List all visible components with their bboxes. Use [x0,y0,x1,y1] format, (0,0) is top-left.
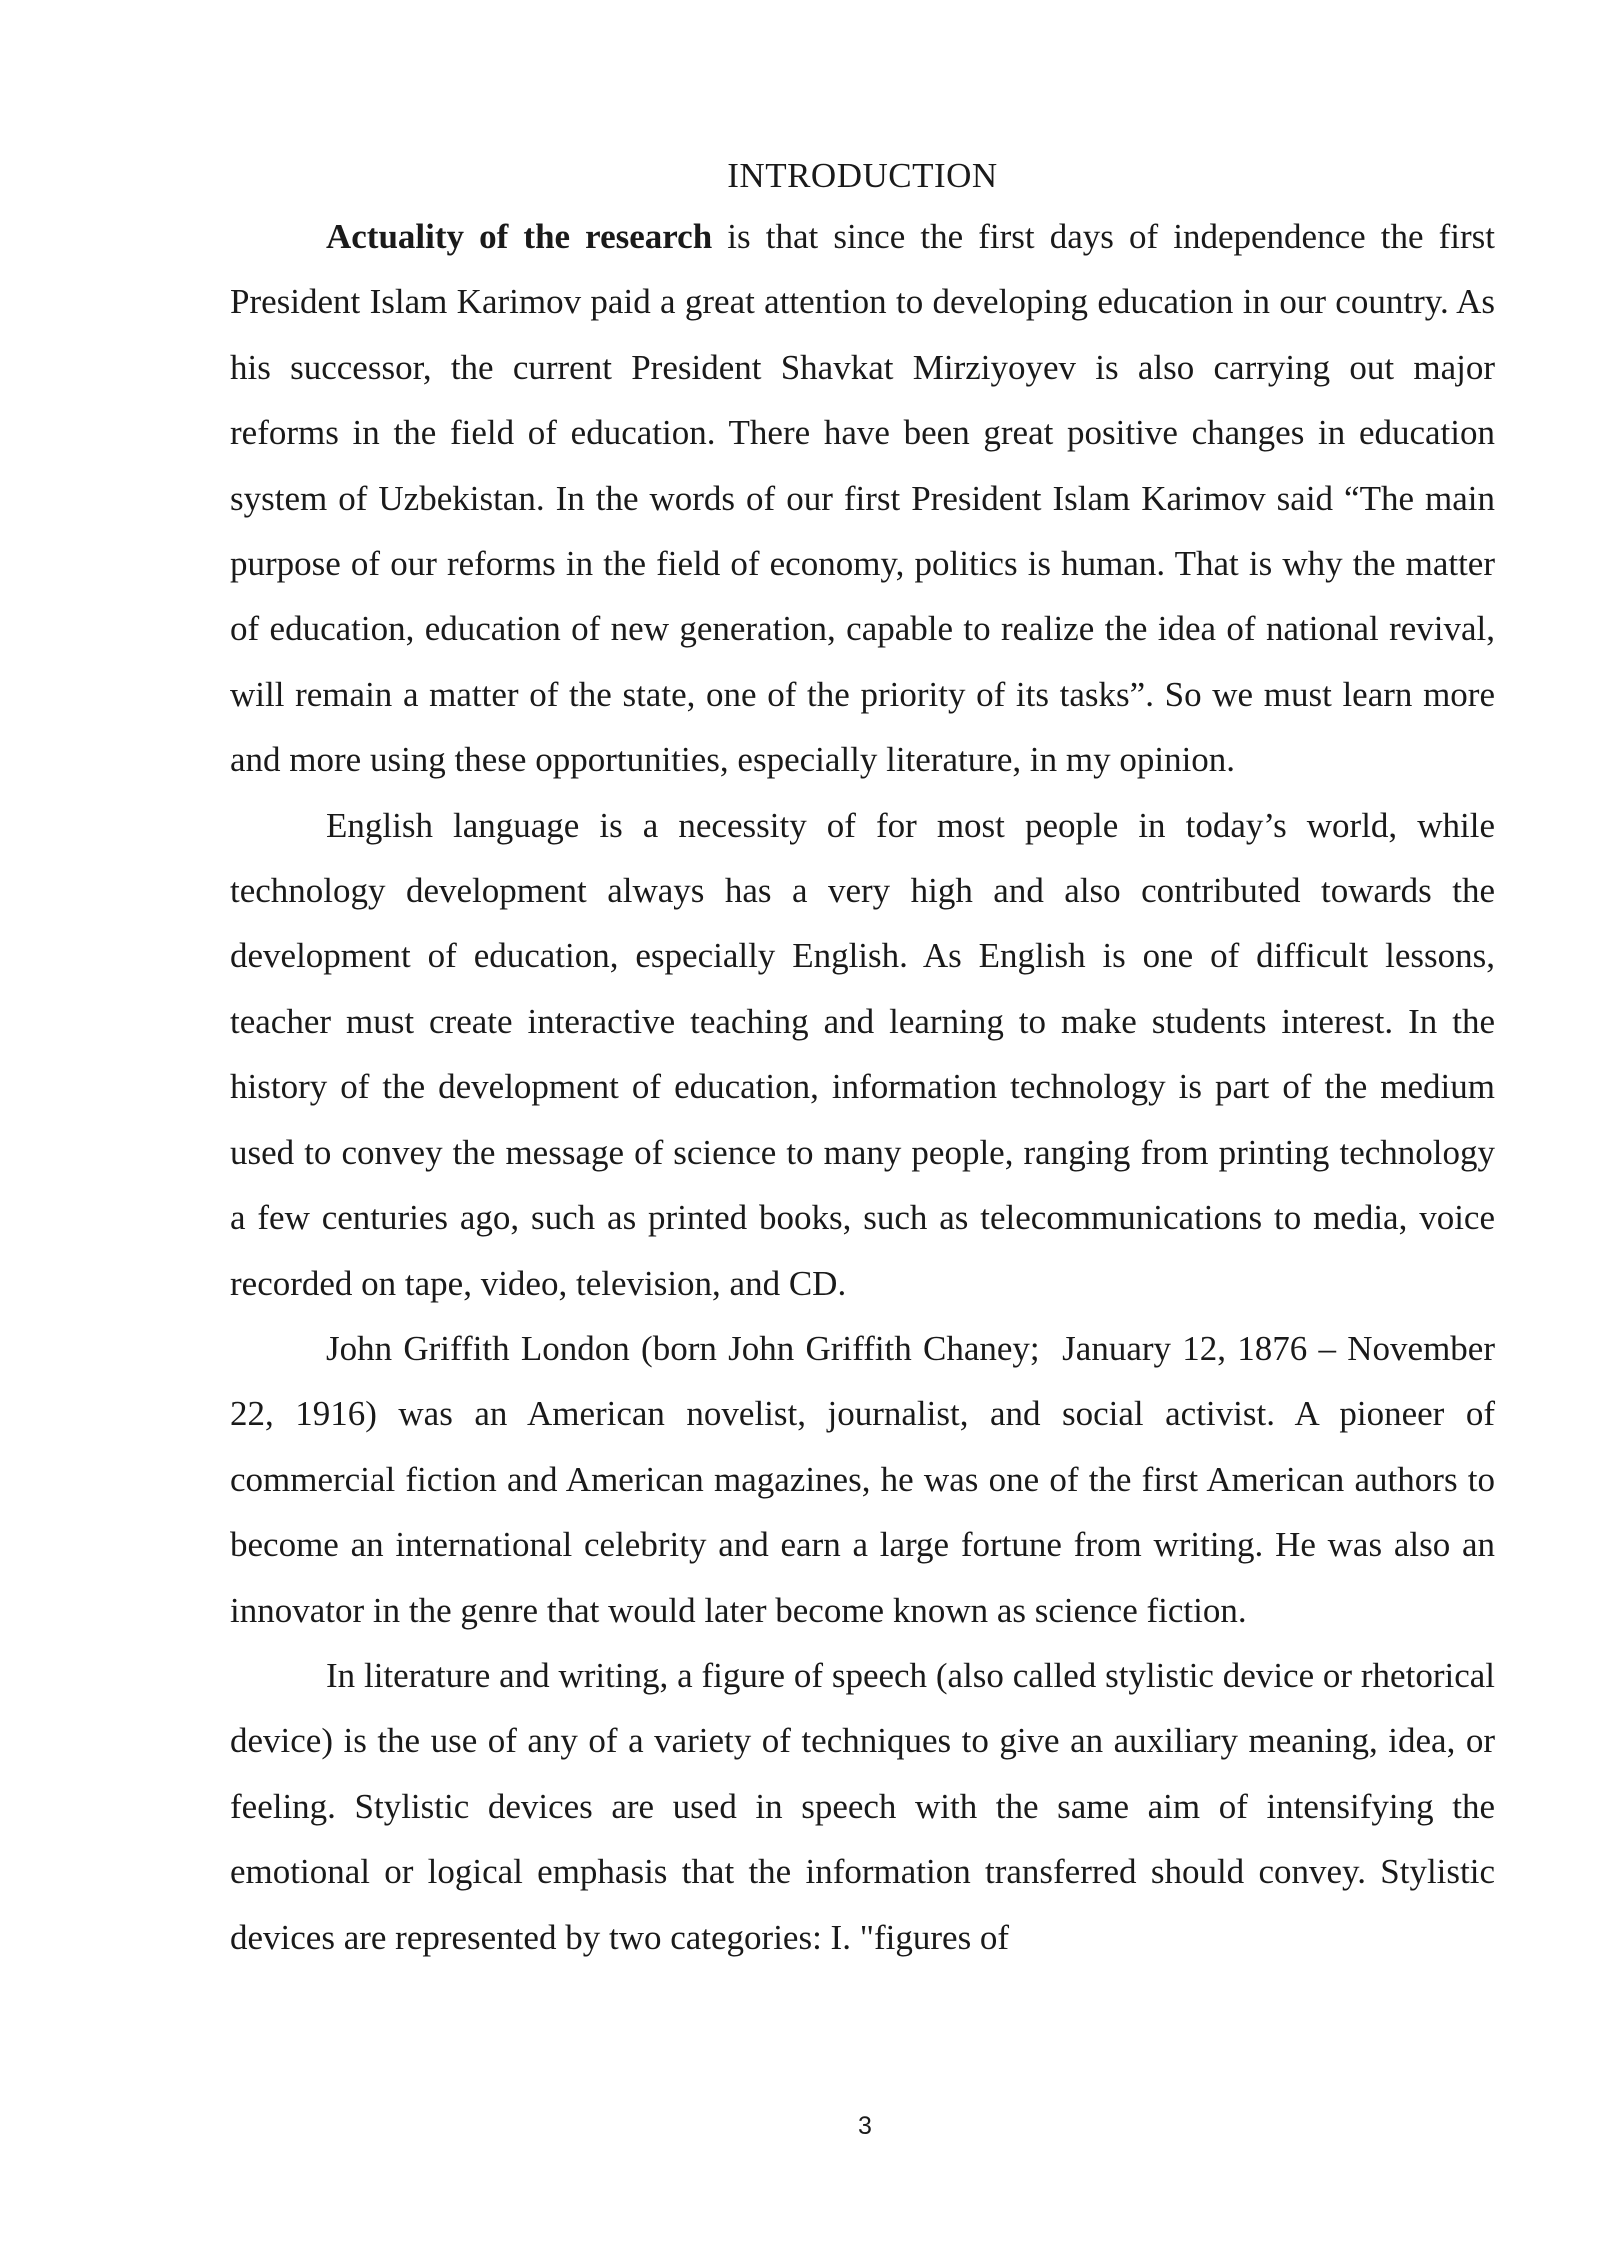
paragraph-figure-of-speech: In literature and writing, a figure of speech (also called stylistic device or rhetorical device) is the use of any of a variety of techniques to give an auxiliary meaning, idea, or feeling. Stylistic devices are used in speech with the same aim of intensifying the emotional or logical emphasis that the information transferred should convey. Stylistic devices are represented by two categories: I. "figures of [230,1655,1495,1957]
document-body [230,148,1495,1970]
paragraph-lead-bold: Actuality of the research [326,217,713,256]
paragraph-text: is that since the first days of independence the first President Islam Karimov paid a great attention to developing education in our country. As his successor, the current President Shavkat Mirziyoyev is also carrying out major reforms in the field of education. There have been great positive changes in education system of Uzbekistan. In the words of our first President Islam Karimov said “The main purpose of our reforms in the field of economy, politics is human. That is why the matter of education, education of new generation, capable to realize the idea of national revival, will remain a matter of the state, one of the priority of its tasks”. So we must learn more and more using these opportunities, especially literature, in my opinion. [230,217,1495,780]
section-heading: INTRODUCTION [727,156,998,195]
page-number: 3 [858,2112,872,2140]
paragraph-actuality [230,204,1495,793]
paragraph-jack-london: John Griffith London (born John Griffith Chaney; January 12, 1876 – November 22, 1916) was an American novelist, journalist, and social activist. A pioneer of commercial fiction and American magazines, he was one of the first American authors to become an international celebrity and earn a large fortune from writing. He was also an innovator in the genre that would later become known as science fiction. [230,1328,1495,1630]
paragraph-english-language: English language is a necessity of for most people in today’s world, while technology development always has a very high and also contributed towards the development of education, especially English. As English is one of difficult lessons, teacher must create interactive teaching and learning to make students interest. In the history of the development of education, information technology is part of the medium used to convey the message of science to many people, ranging from printing technology a few centuries ago, such as printed books, such as telecommunications to media, voice recorded on tape, video, television, and CD. [230,805,1495,1303]
